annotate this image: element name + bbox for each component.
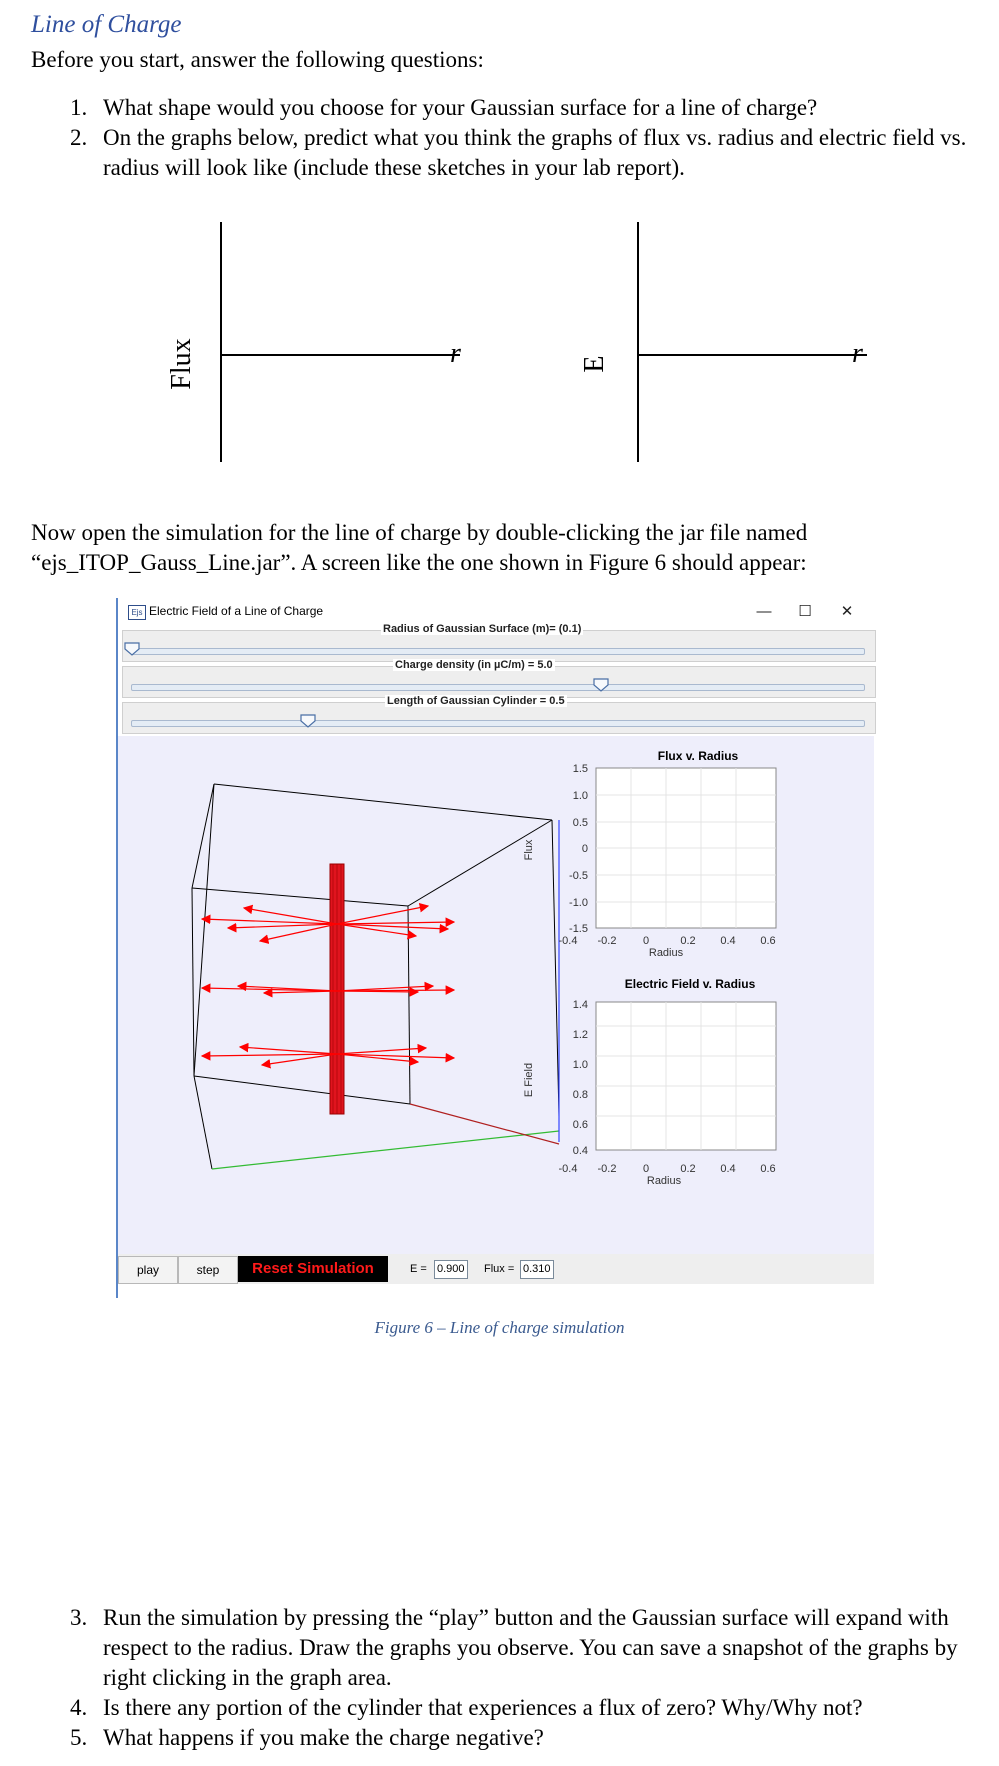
question-number: 3.: [70, 1605, 88, 1630]
flux-ytick: -1.5: [569, 923, 588, 935]
flux-label: Flux =: [484, 1263, 515, 1275]
question-text: What happens if you make the charge negative?: [103, 1725, 544, 1750]
efield-xtick: 0: [642, 1163, 650, 1175]
flux-ytick: 1.5: [572, 763, 588, 775]
question-text: On the graphs below, predict what you think the graphs of flux vs. radius and electric field vs. radius will look like (include these sketches in your lab report).: [103, 125, 967, 180]
charge-density-slider-label: Charge density (in µC/m) = 5.0: [395, 659, 553, 671]
electric-field-arrows: [202, 906, 454, 1065]
flux-xtick: 0.4: [720, 935, 736, 947]
gaussian-surface-wireframe: [192, 784, 559, 1169]
flux-sketch-x-axis: [220, 354, 460, 356]
length-slider-label: Length of Gaussian Cylinder = 0.5: [387, 695, 565, 707]
flux-ytick: 1.0: [572, 790, 588, 802]
flux-xtick: 0: [642, 935, 650, 947]
efield-xtick: 0.4: [720, 1163, 736, 1175]
question-text: Run the simulation by pressing the “play” button and the Gaussian surface will expand with respect to the radius. Draw the graphs you observe. You can save a snapshot of the graphs by right clicking in the graph area.: [103, 1605, 958, 1690]
flux-plot-ylabel: Flux: [523, 839, 535, 861]
window-title: Electric Field of a Line of Charge: [149, 604, 324, 618]
efield-plot-area: [596, 1002, 776, 1150]
question-number: 2.: [70, 125, 88, 150]
minimize-button[interactable]: —: [756, 603, 772, 620]
efield-xtick: 0.6: [760, 1163, 776, 1175]
efield-plot-xlabel: Radius: [646, 1175, 682, 1187]
flux-ytick: -1.0: [569, 897, 588, 909]
efield-ytick: 0.6: [572, 1119, 588, 1131]
radius-slider-panel: [122, 623, 876, 662]
maximize-button[interactable]: ☐: [798, 603, 812, 620]
e-sketch-x-axis: [637, 354, 867, 356]
question-number: 4.: [70, 1695, 88, 1720]
ejs-app-icon: Ejs: [128, 605, 146, 620]
efield-xtick: -0.2: [597, 1163, 617, 1175]
question-text: Is there any portion of the cylinder that experiences a flux of zero? Why/Why not?: [103, 1695, 863, 1720]
simulation-canvas: [118, 736, 874, 1254]
questions-bottom: [28, 1603, 978, 1753]
flux-value: 0.310: [520, 1260, 554, 1279]
efield-ytick: 1.4: [572, 999, 588, 1011]
length-slider-track[interactable]: [131, 720, 865, 727]
flux-sketch-y-label: Flux: [166, 338, 197, 390]
e-field-value: 0.900: [434, 1260, 468, 1279]
simulation-window: [116, 598, 878, 1298]
flux-ytick: 0.5: [572, 817, 588, 829]
close-button[interactable]: ✕: [840, 603, 854, 620]
radius-slider-label: Radius of Gaussian Surface (m)= (0.1): [383, 623, 582, 635]
e-field-label: E =: [410, 1263, 427, 1275]
efield-xtick: 0.2: [680, 1163, 696, 1175]
flux-sketch-x-label: r: [450, 338, 461, 369]
question-item: [28, 123, 978, 183]
flux-xtick: 0.6: [760, 935, 776, 947]
radius-slider-track[interactable]: [131, 648, 865, 655]
question-item: [28, 93, 978, 123]
length-slider-panel: [122, 695, 876, 734]
instructions-text: Now open the simulation for the line of charge by double-clicking the jar file named “ejs_ITOP_Gauss_Line.jar”. A screen like the one shown in Figure 6 should appear:: [31, 520, 808, 575]
flux-ytick: -0.5: [569, 870, 588, 882]
flux-xtick: -0.4: [558, 935, 578, 947]
efield-ytick: 1.0: [572, 1059, 588, 1071]
efield-ytick: 0.8: [572, 1089, 588, 1101]
play-button[interactable]: play: [118, 1256, 178, 1284]
questions-top: [28, 93, 978, 183]
flux-plot[interactable]: [518, 744, 808, 994]
flux-sketch-y-axis: [220, 222, 222, 462]
reset-simulation-button[interactable]: Reset Simulation: [238, 1256, 388, 1282]
question-number: 5.: [70, 1725, 88, 1750]
e-sketch-x-label: r: [852, 338, 863, 369]
e-sketch-y-label: E: [579, 355, 610, 373]
control-bar: [118, 1254, 874, 1284]
x-axis-line: [212, 1131, 559, 1169]
efield-plot[interactable]: [518, 972, 808, 1212]
question-item: [28, 1723, 978, 1753]
flux-xtick: -0.2: [597, 935, 617, 947]
question-text: What shape would you choose for your Gaussian surface for a line of charge?: [103, 95, 818, 120]
flux-ytick: 0: [581, 843, 588, 855]
efield-ytick: 0.4: [572, 1145, 588, 1157]
e-sketch-y-axis: [637, 222, 639, 462]
efield-plot-ylabel: E Field: [523, 1062, 535, 1098]
charge-density-slider-panel: [122, 659, 876, 698]
efield-plot-title: Electric Field v. Radius: [624, 977, 756, 991]
section-title: Line of Charge: [31, 11, 182, 38]
question-item: [28, 1603, 978, 1693]
efield-ytick: 1.2: [572, 1029, 588, 1041]
figure-caption: Figure 6 – Line of charge simulation: [374, 1318, 625, 1337]
flux-plot-xlabel: Radius: [648, 947, 684, 959]
step-button[interactable]: step: [178, 1256, 238, 1284]
intro-text: Before you start, answer the following questions:: [31, 47, 484, 72]
question-number: 1.: [70, 95, 88, 120]
flux-plot-title: Flux v. Radius: [657, 749, 739, 763]
efield-xtick: -0.4: [558, 1163, 578, 1175]
flux-xtick: 0.2: [680, 935, 696, 947]
question-item: [28, 1693, 978, 1723]
charge-density-slider-track[interactable]: [131, 684, 865, 691]
